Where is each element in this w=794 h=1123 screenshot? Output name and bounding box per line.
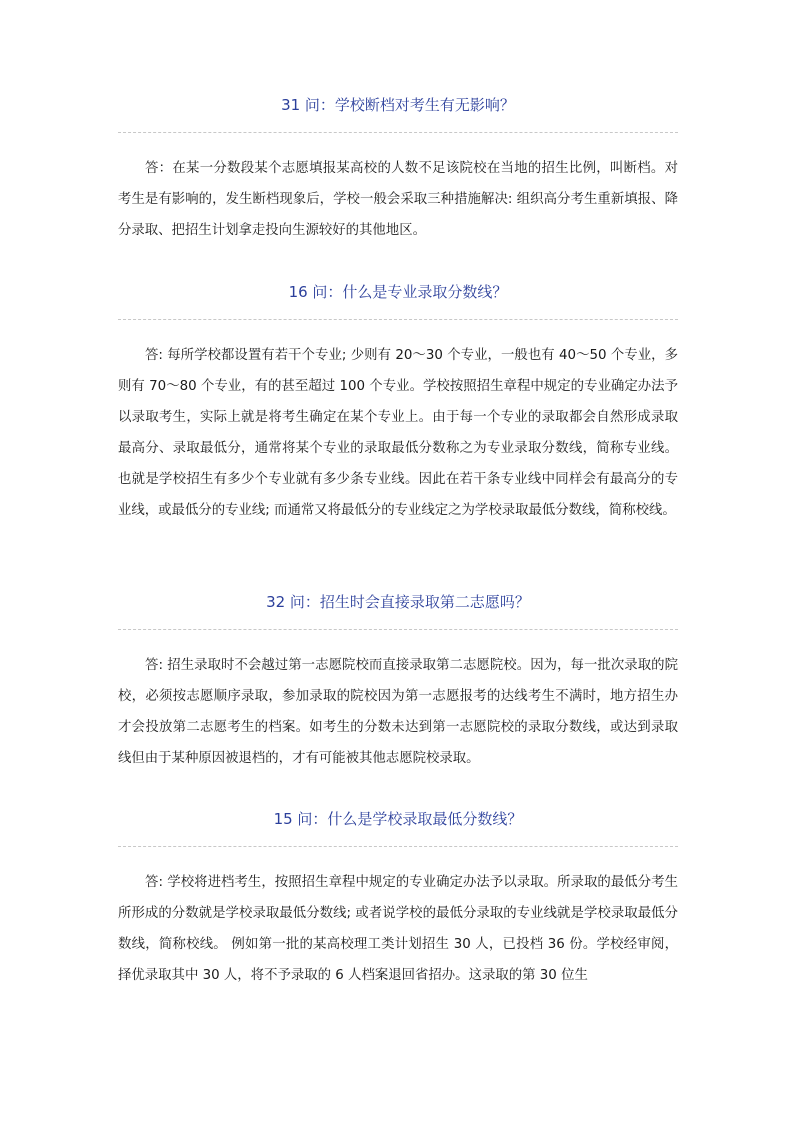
qa-block-16 xyxy=(118,281,678,539)
dashed-divider xyxy=(118,629,678,630)
answer-text: 答: 每所学校都设置有若干个专业; 少则有 20～30 个专业，一般也有 40～50 个专业，多则有 70～80 个专业，有的甚至超过 100 个专业。学校按照招生章程中规定的专业确定办法予以录取考生，实际上就是将考生确定在某个专业上。由于每一个专业的录取都会自然形成录取最高分、录取最低分，通常将某个专业的录取最低分数称之为专业录取分数线，简称专业线。也就是学校招生有多少个专业就有多少条专业线。因此在若干条专业线中同样会有最高分的专业线，或最低分的专业线; 而通常又将最低分的专业线定之为学校录取最低分数线，简称校线。 xyxy=(118,348,678,518)
answer-text: 答: 学校将进档考生，按照招生章程中规定的专业确定办法予以录取。所录取的最低分考生所形成的分数就是学校录取最低分数线; 或者说学校的最低分录取的专业线就是学校录取最低分数线，简称校线。 例如第一批的某高校理工类计划招生 30 人，已投档 36 份。学校经审阅，择优录取其中 30 人，将不予录取的 6 人档案退回省招办。这录取的第 30 位生 xyxy=(118,875,678,983)
qa-block-31 xyxy=(118,94,678,259)
question-title: 15 问：什么是学校录取最低分数线？ xyxy=(273,810,523,828)
question-title: 16 问：什么是专业录取分数线？ xyxy=(288,283,508,301)
dashed-divider xyxy=(118,319,678,320)
dashed-divider xyxy=(118,132,678,133)
question-title: 32 问：招生时会直接录取第二志愿吗？ xyxy=(266,593,530,611)
qa-block-15 xyxy=(118,808,678,1004)
dashed-divider xyxy=(118,846,678,847)
answer-text: 答: 招生录取时不会越过第一志愿院校而直接录取第二志愿院校。因为，每一批次录取的院校，必须按志愿顺序录取，参加录取的院校因为第一志愿报考的达线考生不满时，地方招生办才会投放第二志愿考生的档案。如考生的分数未达到第一志愿院校的录取分数线，或达到录取线但由于某种原因被退档的，才有可能被其他志愿院校录取。 xyxy=(118,658,678,766)
question-title: 31 问：学校断档对考生有无影响？ xyxy=(281,96,515,114)
answer-text: 答：在某一分数段某个志愿填报某高校的人数不足该院校在当地的招生比例，叫断档。对考生是有影响的，发生断档现象后，学校一般会采取三种措施解决: 组织高分考生重新填报、降分录取、把招生计划拿走投向生源较好的其他地区。 xyxy=(118,161,678,238)
qa-block-32 xyxy=(118,591,678,787)
